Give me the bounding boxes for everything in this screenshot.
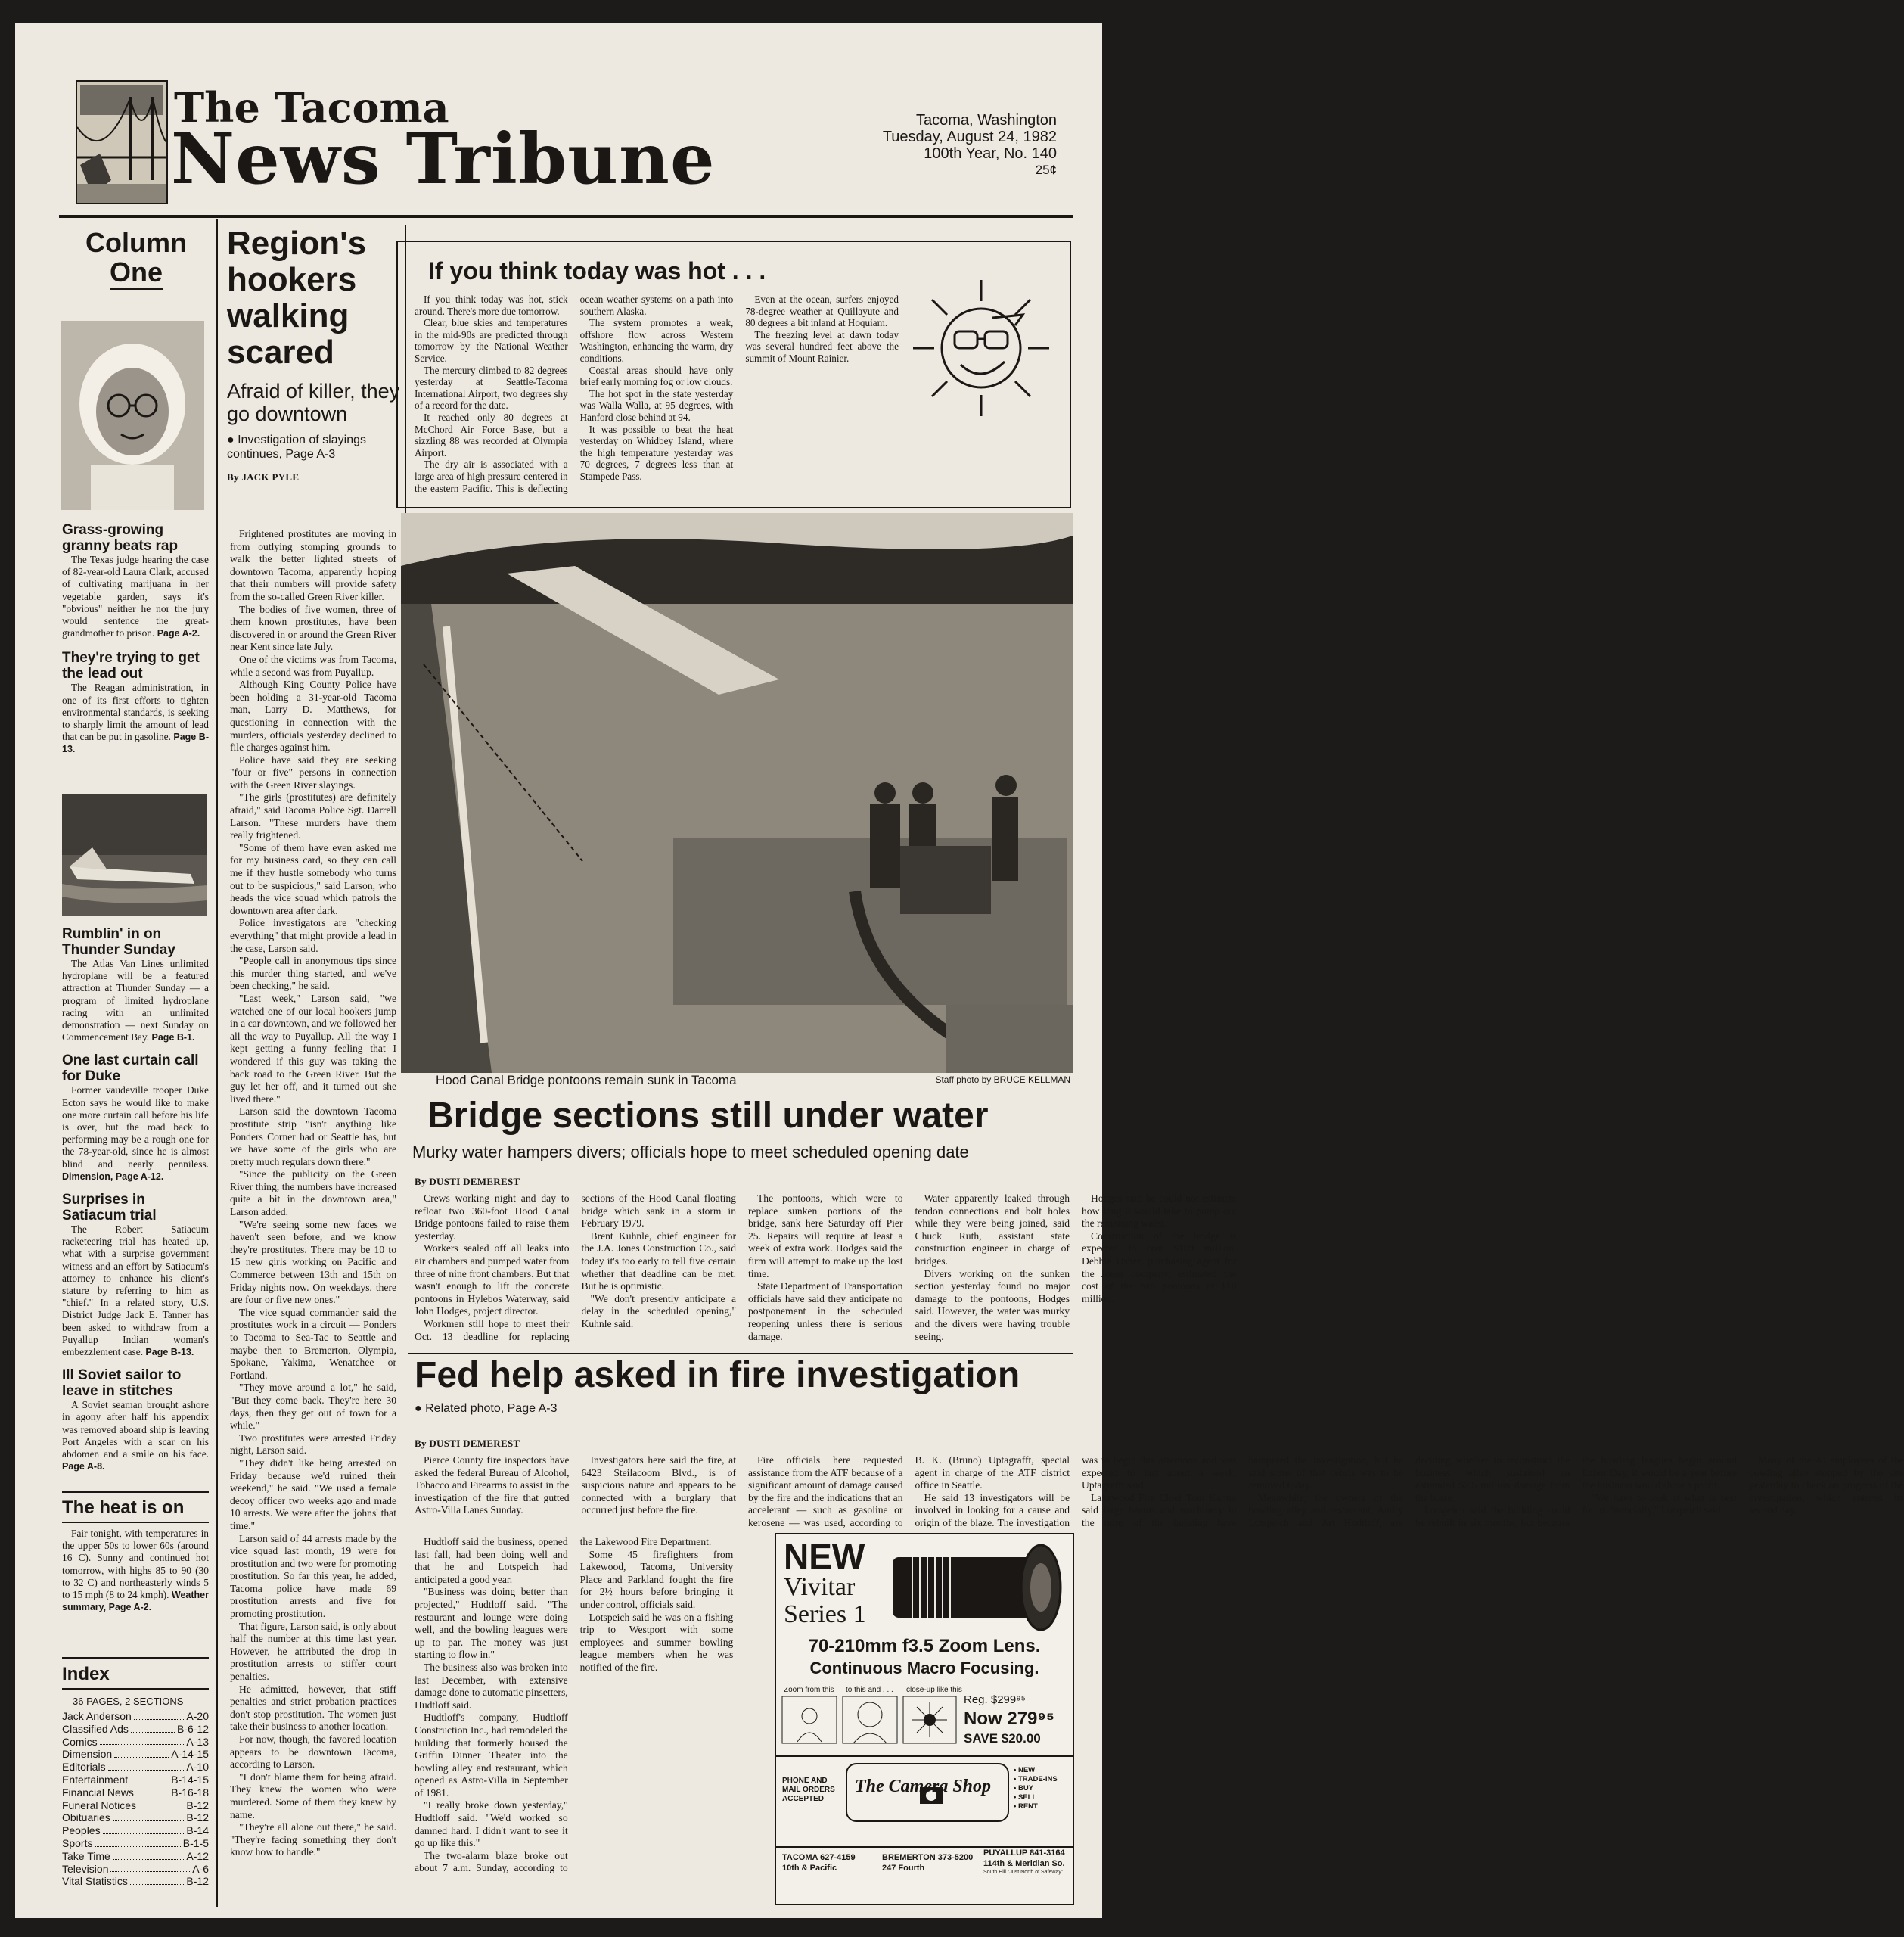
index-page: B-14 bbox=[186, 1824, 209, 1837]
story-paragraph: Hudtloff said the business, opened last fall, had been doing well and that he and Lotspeich had anticipated a good year. bbox=[415, 1536, 568, 1585]
index-label: Peoples bbox=[62, 1824, 101, 1837]
index-row[interactable] bbox=[62, 1811, 209, 1824]
fire-body bbox=[415, 1454, 1904, 1534]
newspaper-front-page bbox=[15, 23, 1904, 1918]
story-paragraph: State Department of Transportation officials have said they anticipate no postponement in the scheduled reopening unless there is serious damage. bbox=[748, 1280, 903, 1342]
index-label: Comics bbox=[62, 1735, 98, 1748]
ad-location-tacoma bbox=[782, 1852, 873, 1873]
story-paragraph: Investigators here said the fire, at 6423 Steilacoom Blvd., is of suspicious nature and appears to be connected with a burglary that occurred just before the fire. bbox=[581, 1454, 736, 1516]
index-row[interactable] bbox=[62, 1863, 209, 1876]
c1-item-satiacum bbox=[62, 1192, 209, 1358]
heat-box bbox=[396, 241, 1071, 508]
ad-reg-price: $299⁹⁵ bbox=[990, 1693, 1026, 1706]
story-paragraph: Police have said they are seeking "four or five" persons in connection with the Green River slayings. bbox=[230, 754, 396, 791]
index-page: B-12 bbox=[186, 1799, 209, 1811]
ad-location-puyallup bbox=[983, 1848, 1071, 1876]
story-paragraph: Two prostitutes were arrested Friday night, Larson said. bbox=[230, 1432, 396, 1457]
story-paragraph: Coastal areas should have only brief early morning fog or low clouds. bbox=[579, 364, 734, 388]
index-leader bbox=[138, 1799, 184, 1809]
hydroplane-photo bbox=[62, 794, 207, 916]
c1-page-ref[interactable]: Page A-8. bbox=[62, 1461, 105, 1472]
c1-page-ref[interactable]: Page B-13. bbox=[62, 732, 209, 755]
story-paragraph: If you think today was hot, stick around. There's more due tomorrow. bbox=[415, 294, 568, 317]
ad-product: 70-210mm f3.5 Zoom Lens. bbox=[808, 1636, 1041, 1656]
story-paragraph: "We have to look at what is best for us financially," Lotspeich said. bbox=[1582, 1491, 1737, 1516]
c1-page-ref[interactable]: Page B-1. bbox=[151, 1032, 195, 1043]
story-paragraph: The business also was broken into last December, with extensive damage done to automatic pinsetters, Hudtloff said. bbox=[415, 1661, 568, 1711]
story-paragraph: The dry air is associated with a large area of high pressure centered in the eastern Pacific. This is deflecting ocean weather systems on a path into southern Alaska. bbox=[415, 294, 734, 494]
index-row[interactable] bbox=[62, 1774, 209, 1786]
index-box bbox=[62, 1657, 209, 1888]
story-paragraph: Frightened prostitutes are moving in from outlying stomping grounds to walk the better lighted streets of downtown Tacoma, apparently hoping that their numbers will provide safety from the so-called Green River killer. bbox=[230, 528, 396, 602]
ad-now-price: 279⁹⁵ bbox=[1007, 1708, 1055, 1729]
story-paragraph: The mercury climbed to 82 degrees yesterday at Seattle-Tacoma International Airport, two degrees shy of a record for the date. bbox=[415, 364, 568, 412]
ad-service: • NEW bbox=[1014, 1766, 1036, 1774]
c1-headline: One last curtain call for Duke bbox=[62, 1052, 199, 1085]
ad-save: SAVE $20.00 bbox=[964, 1731, 1041, 1746]
story-paragraph: Fire officials here requested assistance from the ATF because of a significant amount of damage caused by the fire and the indications that an accelerant — such as gasoline or kerosene — was used, according to B. K. (Bruno) Uptagrafft, special agent in charge of the ATF district office in Seattle. bbox=[748, 1454, 1070, 1528]
index-leader bbox=[134, 1710, 185, 1720]
story-paragraph: "Last week," Larson said, "we watched one of our local hookers jump in a car downtown, and we followed her all the way to Puyallup. All the way I kept getting a funny feeling that I wondered if this guy was taking the back road to the Green River. But the guy let her off, and it turned out she lived there." bbox=[230, 992, 396, 1105]
story-paragraph: Brent Kuhnle, chief engineer for the J.A. Jones Construction Co., said today it's too early to tell five certain whether that deadline can be met. But he is optimistic. bbox=[581, 1230, 736, 1292]
index-row[interactable] bbox=[62, 1799, 209, 1812]
index-leader bbox=[110, 1863, 190, 1873]
index-page: B-14-15 bbox=[171, 1773, 209, 1786]
masthead-logo bbox=[76, 80, 168, 204]
c1-item-soviet bbox=[62, 1367, 209, 1472]
ad-brand-line2: Series 1 bbox=[784, 1600, 866, 1628]
hookers-byline: By JACK PYLE bbox=[227, 471, 300, 483]
hookers-headline bbox=[227, 225, 401, 483]
story-paragraph: Meanwhile, the owners of the bowling alley and restaurant, Audry Lotspeich and Art Hudtloff, are deciding whether to reconstruct the business which sustained an estimated $2.5 million damage from the blaze. bbox=[1248, 1454, 1570, 1528]
story-paragraph: He said 13 investigators will be involved in looking for a cause and origin of the blaze. The investigation was to begin this afternoon and was expected to last about a week, Uptagrafft said. bbox=[915, 1454, 1237, 1528]
masthead-title-line1: The Tacoma bbox=[174, 83, 449, 132]
index-label: Obituaries bbox=[62, 1811, 110, 1824]
story-paragraph: Crews working night and day to refloat two 360-foot Hood Canal Bridge pontoons failed to raise them yesterday. bbox=[415, 1192, 570, 1242]
story-paragraph: Many of the 40 employees of the bowling alley stopped by the site yesterday to check on progress of the investigation, which entered its second day. bbox=[1749, 1454, 1904, 1516]
index-leader bbox=[95, 1837, 180, 1847]
column-one-header bbox=[61, 229, 212, 290]
index-label: Funeral Notices bbox=[62, 1799, 137, 1811]
dateline-edition: 100th Year, No. 140 bbox=[924, 145, 1057, 162]
story-paragraph: Larson said the downtown Tacoma prostitute strip "isn't anything like Ponders Corner had or Seattle has, but we have some of the girls who are pretty much regulars down there." bbox=[230, 1105, 396, 1167]
column-one-title-line2: One bbox=[110, 257, 163, 290]
dateline-city: Tacoma, Washington bbox=[915, 112, 1057, 129]
ad-reg-line bbox=[964, 1693, 1026, 1706]
c1-headline: Surprises in Satiacum trial bbox=[62, 1192, 157, 1224]
index-row[interactable] bbox=[62, 1824, 209, 1837]
c1-text: A Soviet seaman brought ashore in agony after half his appendix was removed aboard ship is leaving Port Angeles with a scar on his abdomen and a smile on his face. bbox=[62, 1399, 209, 1460]
c1-item-duke bbox=[62, 1052, 209, 1183]
bridge-byline: By DUSTI DEMEREST bbox=[415, 1176, 520, 1187]
bridge-photo bbox=[401, 513, 1073, 1073]
story-paragraph: For now, though, the favored location appears to be downtown Tacoma, according to Larson. bbox=[230, 1733, 396, 1771]
c1-headline: Rumblin' in on Thunder Sunday bbox=[62, 926, 175, 958]
index-label: Entertainment bbox=[62, 1773, 129, 1786]
story-paragraph: The pontoons, which were to replace sunken portions of the bridge, sank here Saturday off Pier 25. Repairs will require at least a week of extra work. Hodges said the firm will attempt to make up the lost time. bbox=[748, 1192, 903, 1279]
ad-service: • TRADE-INS bbox=[1014, 1775, 1058, 1783]
story-paragraph: The freezing level at dawn today was several hundred feet above the summit of Mount Rainier. bbox=[745, 328, 899, 364]
c1-text: The Reagan administration, in one of its first efforts to tighten environmental standards, is seeking to sharply limit the amount of lead that can be put in gasoline. bbox=[62, 682, 209, 743]
story-paragraph: Some 45 firefighters from Lakewood, Tacoma, University Place and Parkland fought the fire for 2½ hours before bringing it under control, officials said. bbox=[579, 1548, 734, 1610]
story-paragraph: The vice squad commander said the prostitutes work in a circuit — Ponders to Tacoma to Sea-Tac to Seattle and maybe then to Bremerton, Olympia, Spokane, Yakima, Wenatchee or Portland. bbox=[230, 1306, 396, 1381]
fire-related-line[interactable] bbox=[415, 1401, 573, 1416]
bullet-icon: ● bbox=[227, 434, 238, 446]
weather-text: Fair tonight, with temperatures in the upper 50s to lower 60s (around 16 C). Sunny and continued hot tomorrow, with highs 85 to 90 (30 to 32 C) and northeasterly winds 5 to 15 mph (8 to 24 kmph). bbox=[62, 1528, 209, 1601]
ad-location-phone: BREMERTON 373-5200 bbox=[882, 1853, 974, 1862]
story-paragraph: The bodies of five women, three of them known prostitutes, have been discovered in or around the Green River near Kent since late July. bbox=[230, 603, 396, 653]
story-paragraph: That figure, Larson said, is only about half the number at this time last year. However, he attributed the drop in prostitution arrests to stiffer court penalties. bbox=[230, 1620, 396, 1683]
c1-headline: They're trying to get the lead out bbox=[62, 650, 200, 682]
story-paragraph: Lakewood Fire Chief Tom Kanno said large beams and machinery in the ruins of the building have hampered the investigation, but he said some of that debris was to be removed today. bbox=[1082, 1454, 1403, 1528]
index-leader bbox=[130, 1774, 169, 1783]
ad-services bbox=[1014, 1766, 1058, 1811]
ad-now-line bbox=[964, 1708, 1054, 1730]
story-paragraph: "Since the publicity on the Green River thing, the numbers have increased quite a bit in the downtown area," Larson added. bbox=[230, 1168, 396, 1218]
story-paragraph: "People call in anonymous tips since this murder thing started, and we've been checking," he said. bbox=[230, 955, 396, 992]
index-leader bbox=[108, 1761, 185, 1771]
fire-headline: Fed help asked in fire investigation bbox=[415, 1355, 1020, 1395]
index-label: Television bbox=[62, 1862, 109, 1875]
hookers-headline-text: Region's hookers walking scared bbox=[227, 225, 367, 371]
narrows-bridge-icon bbox=[77, 82, 166, 203]
index-leader bbox=[136, 1786, 169, 1796]
index-page: A-20 bbox=[186, 1710, 209, 1722]
bullet-icon: ● bbox=[415, 1402, 426, 1415]
column-one-title-line1: Column bbox=[85, 227, 187, 258]
story-paragraph: Lotspeich said the building could be rebuilt in six months, but because the bowling leagues begin around Labor Day, it would be a year before the business would show a profit. bbox=[1415, 1454, 1737, 1528]
index-leader bbox=[131, 1723, 175, 1733]
c1-item-lead bbox=[62, 650, 209, 755]
index-leader bbox=[113, 1811, 185, 1821]
story-paragraph: The two-alarm blaze broke out about 7 a.m. Sunday, according to the Lakewood Fire Department. bbox=[415, 1536, 712, 1874]
index-list bbox=[62, 1710, 209, 1888]
index-page: B-6-12 bbox=[176, 1722, 209, 1735]
story-paragraph: Although King County Police have been holding a 31-year-old Tacoma man, Larry D. Matthews, for questioning in connection with the murders, officials yesterday declined to file charges against him. bbox=[230, 679, 396, 754]
weather-page-ref[interactable]: Weather summary, Page A-2. bbox=[62, 1590, 209, 1613]
c1-page-ref[interactable]: Dimension, Page A-12. bbox=[62, 1171, 164, 1182]
c1-headline: Grass-growing granny beats rap bbox=[62, 522, 179, 554]
c1-page-ref[interactable]: Page A-2. bbox=[157, 628, 200, 639]
index-label: Financial News bbox=[62, 1786, 134, 1799]
weather-header: The heat is on bbox=[62, 1497, 185, 1518]
masthead-rule bbox=[59, 215, 1073, 218]
index-leader bbox=[103, 1824, 185, 1834]
story-paragraph: "I really broke down yesterday," Hudtloff said. "We'd worked so damned hard. I didn't want to see it go up like this." bbox=[415, 1799, 568, 1849]
story-paragraph: "We don't presently anticipate a delay in the scheduled opening," Kuhnle said. bbox=[581, 1292, 736, 1329]
index-row[interactable] bbox=[62, 1736, 209, 1749]
index-leader bbox=[100, 1736, 185, 1746]
ad-new: NEW bbox=[784, 1537, 865, 1576]
index-page: A-6 bbox=[192, 1862, 209, 1875]
c1-item-thunder bbox=[62, 926, 209, 1043]
index-row[interactable] bbox=[62, 1761, 209, 1774]
dateline-date: Tuesday, August 24, 1982 bbox=[882, 129, 1057, 145]
fire-byline: By DUSTI DEMEREST bbox=[415, 1438, 520, 1449]
ad-location-address: 10th & Pacific bbox=[782, 1864, 837, 1873]
story-paragraph: Larson said of 44 arrests made by the vice squad last month, 19 were for prostitution and two were for promoting prostitution. So far this year, he added, Tacoma police have made 69 prostitution arrests and five for promoting prostitution. bbox=[230, 1532, 396, 1620]
fire-related: Related photo, Page A-3 bbox=[425, 1402, 558, 1415]
index-label: Sports bbox=[62, 1836, 93, 1849]
story-paragraph: Construction of the bridge is expected to cost $109 million. Debbie Usher, purchasing agent for the Jones company, estimated the cost of the two pontoons at $10 million. bbox=[1082, 1230, 1237, 1304]
hookers-related: Investigation of slayings continues, Page A-3 bbox=[227, 434, 366, 461]
index-row[interactable] bbox=[62, 1748, 209, 1761]
story-paragraph: Lotspeich said he was on a fishing trip to Westport with some employees and summer bowling league members when he was notified of the fire. bbox=[579, 1611, 734, 1673]
ad-location-bremerton bbox=[882, 1852, 980, 1873]
c1-text: Former vaudeville trooper Duke Ecton says he would like to make one more curtain call before his life is over, but the road back to performing may be a rough one for the 78-year-old, since he is almost blind and nearly penniless. bbox=[62, 1084, 209, 1170]
index-label: Editorials bbox=[62, 1761, 106, 1774]
story-paragraph: Even at the ocean, surfers enjoyed 78-degree weather at Quillayute and 80 degrees a bit inland at Hoquiam. bbox=[745, 294, 899, 329]
story-paragraph: He admitted, however, that stiff penalties and strict probation practices don't stop prostitution. The women just take their business to another location. bbox=[230, 1683, 396, 1733]
weather-box bbox=[62, 1491, 209, 1613]
index-leader bbox=[113, 1850, 185, 1860]
c1-item-granny bbox=[62, 522, 209, 639]
c1-text: The Robert Satiacum racketeering trial has heated up, what with a surprise government witness and an effort by Satiacum's attorney to enhance his client's stature by referring to him as "chief." In a related story, U.S. District Judge Jack E. Tanner has been asked to withdraw from a Puyallup Indian woman's embezzlement case. bbox=[62, 1223, 209, 1358]
story-paragraph: "We're seeing some new faces we haven't seen before, and we know they're prostitutes. There may be 10 to 15 new girls working on Pacific and Commerce between 13th and 15th on Friday nights now. On weekdays, there are four or five new ones." bbox=[230, 1218, 396, 1306]
index-label: Jack Anderson bbox=[62, 1710, 132, 1722]
sample-photos-icon bbox=[782, 1696, 956, 1745]
index-leader bbox=[114, 1748, 169, 1758]
ad-location-note: South Hill "Just North of Safeway" bbox=[983, 1870, 1064, 1875]
story-paragraph: Water apparently leaked through tendon connections and bolt holes while they were being joined, said Chuck Ruth, assistant state construction engineer in charge of bridges. bbox=[915, 1192, 1070, 1267]
sun-icon bbox=[909, 272, 1053, 424]
story-paragraph: Workers sealed off all leaks into air chambers and pumped water from three of nine front chambers. But that wasn't enough to lift the concrete pontoons in Hylebos Waterway, said John Hodges, project director. bbox=[415, 1242, 570, 1317]
index-label: Classified Ads bbox=[62, 1722, 129, 1735]
vivitar-ad[interactable] bbox=[775, 1533, 1074, 1905]
ad-feature: Continuous Macro Focusing. bbox=[809, 1659, 1039, 1677]
index-label: Vital Statistics bbox=[62, 1875, 128, 1888]
index-row[interactable] bbox=[62, 1786, 209, 1799]
index-row[interactable] bbox=[62, 1875, 209, 1888]
story-paragraph: One of the victims was from Tacoma, while a second was from Puyallup. bbox=[230, 653, 396, 678]
index-leader bbox=[130, 1875, 185, 1885]
photo-caption: Hood Canal Bridge pontoons remain sunk in Tacoma bbox=[436, 1073, 737, 1087]
hookers-subhead: Afraid of killer, they go downtown bbox=[227, 380, 400, 425]
bridge-subhead: Murky water hampers divers; officials hope to meet scheduled opening date bbox=[412, 1143, 969, 1161]
index-page: A-14-15 bbox=[171, 1748, 209, 1761]
index-row[interactable] bbox=[62, 1850, 209, 1863]
heat-body bbox=[415, 294, 899, 498]
index-page: B-12 bbox=[186, 1811, 209, 1824]
story-paragraph: Hodges said he could not estimate how long it would take to pump out the remaining water. bbox=[1082, 1192, 1237, 1230]
ad-service: • BUY bbox=[1014, 1784, 1034, 1792]
story-paragraph: "They move around a lot," he said, "But they come back. They're here 30 days, then they get out of town for a while." bbox=[230, 1382, 396, 1432]
story-paragraph: Workmen still hope to meet their Oct. 13 deadline for replacing sections of the Hood Canal floating bridge which sank in a storm in February 1979. bbox=[415, 1192, 736, 1342]
story-paragraph: "Business was doing better than projected," Hudtloff said. "The restaurant and lounge were doing well, and the bowling leagues were up to par. The money was just starting to flow in." bbox=[415, 1586, 568, 1661]
index-label: Take Time bbox=[62, 1849, 110, 1862]
story-paragraph: Police investigators are "checking everything" that might provide a lead in the case, Larson said. bbox=[230, 917, 396, 954]
index-page: A-12 bbox=[186, 1849, 209, 1862]
column-one-divider bbox=[216, 219, 218, 1907]
story-paragraph: "I don't blame them for being afraid. They knew the women who were murdered. Some of them they knew by name. bbox=[230, 1771, 396, 1820]
index-row[interactable] bbox=[62, 1837, 209, 1850]
index-page: B-16-18 bbox=[171, 1786, 209, 1799]
ad-now-label: Now bbox=[964, 1708, 1002, 1729]
column-one-items-lower bbox=[62, 926, 209, 1473]
story-paragraph: Pierce County fire inspectors have asked the federal Bureau of Alcohol, Tobacco and Firearms to assist in the investigation of the fire that gutted Astro-Villa Lanes Sunday. bbox=[415, 1454, 570, 1516]
photo-credit: Staff photo by BRUCE KELLMAN bbox=[935, 1074, 1070, 1085]
story-paragraph: "Some of them have even asked me for my business card, so they can call me if they hustle somebody who turns out to be suspicious," said Larson, who heads the vice squad which patrols the downtown area after dark. bbox=[230, 841, 396, 916]
camera-shop-logo bbox=[846, 1763, 1009, 1822]
ad-service: • SELL bbox=[1014, 1793, 1037, 1802]
ad-zoom-to: to this and . . . bbox=[846, 1686, 893, 1694]
index-header: Index bbox=[62, 1664, 110, 1684]
ad-location-address: 114th & Meridian So. bbox=[983, 1859, 1065, 1868]
story-paragraph: "They're all alone out there," he said. "They're facing something they don't know how to handle." bbox=[230, 1821, 396, 1858]
ad-reg-label: Reg. bbox=[964, 1693, 988, 1706]
ad-closeup: close-up like this bbox=[906, 1686, 962, 1694]
c1-text: The Texas judge hearing the case of 82-year-old Laura Clark, accused of cultivating marijuana in her vegetable garden, says it's "obvious" neither he nor the jury would sentence the great-grandmother to prison. bbox=[62, 554, 209, 639]
ad-store-name: The Camera Shop bbox=[855, 1777, 992, 1796]
heat-headline: If you think today was hot . . . bbox=[428, 257, 766, 284]
dateline-price: 25¢ bbox=[1035, 163, 1057, 177]
masthead-title-line2: News Tribune bbox=[171, 118, 716, 200]
story-paragraph: Clear, blue skies and temperatures in the mid-90s are predicted through tomorrow by the National Weather Service. bbox=[415, 317, 568, 364]
granny-photo bbox=[61, 321, 204, 510]
ad-location-phone: PUYALLUP 841-3164 bbox=[983, 1848, 1065, 1858]
story-paragraph: "The girls (prostitutes) are definitely afraid," said Tacoma Police Sgt. Darrell Larson. "These murders have them really frightened. bbox=[230, 791, 396, 841]
column-one-items bbox=[62, 522, 209, 756]
c1-headline: Ill Soviet sailor to leave in stitches bbox=[62, 1367, 182, 1400]
index-pages: 36 PAGES, 2 SECTIONS bbox=[73, 1696, 184, 1707]
dateline bbox=[815, 112, 1057, 179]
bridge-body bbox=[415, 1192, 1237, 1351]
story-paragraph: Divers working on the sunken section yesterday found no major damage to the pontoons, Hodges said. However, the water was murky and the divers were having trouble seeing. bbox=[915, 1267, 1070, 1342]
story-paragraph: The hot spot in the state yesterday was Walla Walla, at 95 degrees, with Hanford close behind at 94. bbox=[579, 387, 734, 423]
hookers-body bbox=[230, 528, 396, 1905]
story-paragraph: It reached only 80 degrees at McChord Air Force Base, but a sizzling 88 was recorded at Olympia Airport. bbox=[415, 411, 568, 459]
ad-location-address: 247 Fourth bbox=[882, 1864, 925, 1873]
story-paragraph: "They didn't like being arrested on Friday because we'd ruined their weekend," he said. "We used a female decoy officer two weeks ago and made 10 arrests. We were after the 'johns' that time." bbox=[230, 1457, 396, 1531]
ad-brand-line1: Vivitar bbox=[784, 1573, 856, 1601]
index-page: A-10 bbox=[186, 1761, 209, 1774]
zoom-lens-icon bbox=[890, 1542, 1065, 1633]
bridge-headline: Bridge sections still under water bbox=[427, 1096, 989, 1136]
index-page: B-12 bbox=[186, 1875, 209, 1888]
index-row[interactable] bbox=[62, 1710, 209, 1723]
story-paragraph: It was possible to beat the heat yesterday on Whidbey Island, where the high temperature yesterday was 70 degrees, 7 degrees less than at Stampede Pass. bbox=[579, 423, 734, 482]
ad-phone-orders: PHONE AND MAIL ORDERS ACCEPTED bbox=[782, 1777, 835, 1803]
ad-service: • RENT bbox=[1014, 1802, 1038, 1811]
index-label: Dimension bbox=[62, 1748, 113, 1761]
story-paragraph: Hudtloff's company, Hudtloff Construction Inc., had remodeled the building that formerly housed the Griffin Dinner Theater into the bowling alley and restaurant, which opened as Astro-Villa in September of 1981. bbox=[415, 1712, 568, 1799]
index-page: B-1-5 bbox=[182, 1836, 209, 1849]
ad-location-phone: TACOMA 627-4159 bbox=[782, 1853, 856, 1862]
ad-zoom-from: Zoom from this bbox=[784, 1686, 834, 1694]
story-paragraph: The system promotes a weak, offshore flow across Western Washington, enhancing the warm, dry conditions. bbox=[579, 317, 734, 364]
c1-page-ref[interactable]: Page B-13. bbox=[145, 1347, 194, 1358]
hookers-related-line[interactable] bbox=[227, 433, 401, 462]
index-row[interactable] bbox=[62, 1723, 209, 1736]
c1-text: The Atlas Van Lines unlimited hydroplane will be a featured attraction at Thunder Sunday — a program of limited hydroplane racing with an unlimited demonstration — next Sunday on Commencement Bay. bbox=[62, 958, 209, 1043]
index-page: A-13 bbox=[186, 1735, 209, 1748]
